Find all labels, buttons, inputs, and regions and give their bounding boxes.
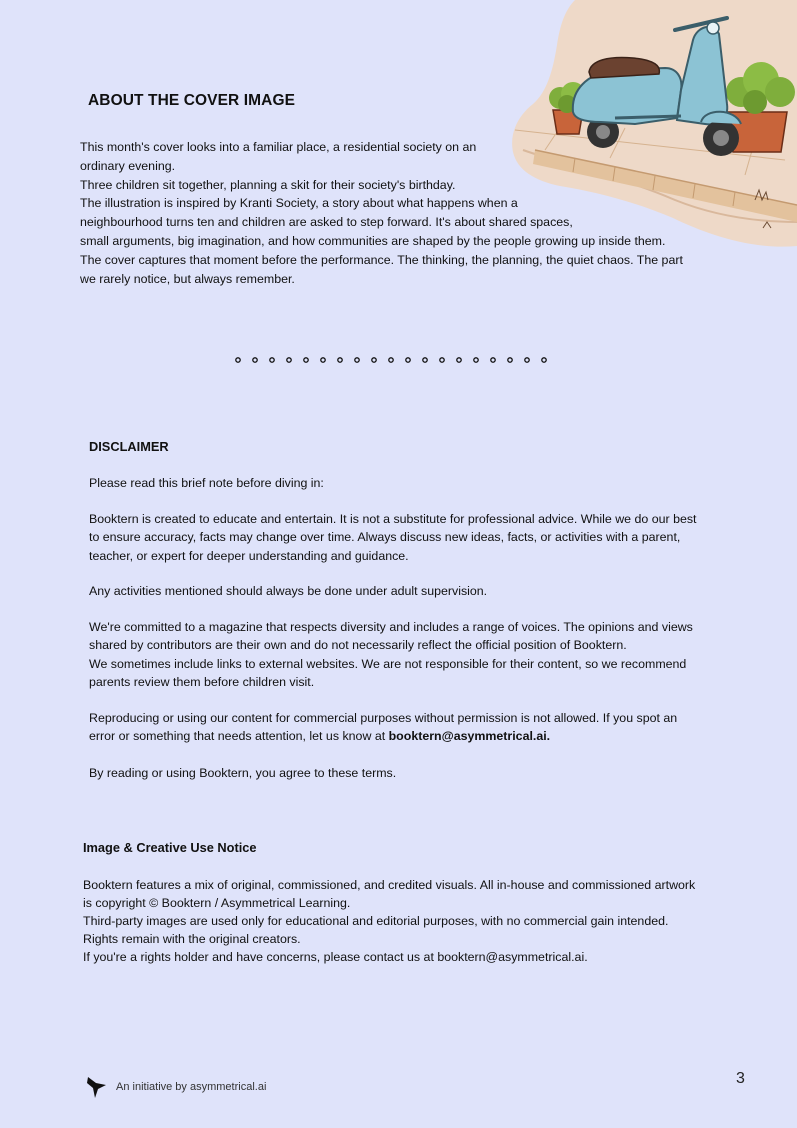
notice-body — [83, 876, 723, 966]
cover-line: Three children sit together, planning a skit for their society's birthday. — [80, 177, 456, 192]
disclaimer-intro-text: Please read this brief note before diving in: — [89, 476, 324, 490]
paragraph-line: shared by contributors are their own and do not necessarily reflect the official position of Booktern. — [89, 638, 627, 653]
cover-line: we rarely notice, but always remember. — [80, 271, 295, 286]
paragraph-line: parents review them before children visit. — [89, 675, 315, 690]
paragraph-line: Reproducing or using our content for commercial purposes without permission is not allowed. If you spot an — [89, 711, 678, 725]
footer — [86, 1075, 266, 1099]
disclaimer-paragraph-2 — [89, 582, 729, 600]
paragraph-line: We sometimes include links to external websites. We are not responsible for their content, so we recommend — [89, 656, 687, 671]
disclaimer-heading: DISCLAIMER — [89, 439, 169, 454]
cover-line: The illustration is inspired by Kranti Society, a story about what happens when a — [80, 196, 518, 211]
disclaimer-paragraph-4 — [89, 709, 729, 746]
contact-email-link[interactable]: booktern@asymmetrical.ai. — [388, 729, 551, 744]
cover-line: This month's cover looks into a familiar place, a residential society on an — [80, 140, 477, 154]
paragraph-line: By reading or using Booktern, you agree to these terms. — [89, 766, 397, 780]
cover-heading: ABOUT THE COVER IMAGE — [88, 92, 296, 109]
cover-line: ordinary evening. — [80, 158, 176, 173]
disclaimer-paragraph-5 — [89, 764, 729, 782]
paragraph-line: Rights remain with the original creators. — [83, 932, 301, 946]
page-number: 3 — [736, 1070, 745, 1087]
disclaimer-intro — [89, 474, 729, 492]
dotted-divider — [233, 354, 563, 366]
paragraph-line: is copyright © Booktern / Asymmetrical Learning. — [83, 896, 351, 910]
notice-heading: Image & Creative Use Notice — [83, 840, 257, 855]
cover-line: small arguments, big imagination, and how communities are shaped by the people growing up inside them. — [80, 233, 666, 248]
disclaimer-paragraph-3 — [89, 618, 729, 692]
notice-section — [83, 839, 723, 857]
disclaimer-section — [89, 438, 729, 456]
paragraph-line: We're committed to a magazine that respects diversity and includes a range of voices. The opinions and views — [89, 620, 693, 634]
initiative-text: An initiative by asymmetrical.ai — [116, 1081, 267, 1093]
bird-logo-icon — [86, 1075, 108, 1099]
paragraph-line: Any activities mentioned should always be done under adult supervision. — [89, 584, 488, 598]
paragraph-line: Third-party images are used only for educational and editorial purposes, with no commercial gain intended. — [83, 914, 669, 928]
cover-line: The cover captures that moment before the performance. The thinking, the planning, the quiet chaos. The part — [80, 252, 683, 267]
paragraph-text: error or something that needs attention, let us know at — [89, 729, 389, 744]
cover-description — [80, 138, 720, 288]
cover-line: neighbourhood turns ten and children are asked to step forward. It's about shared spaces, — [80, 215, 573, 230]
paragraph-line: Booktern features a mix of original, commissioned, and credited visuals. All in-house and commissioned artwork — [83, 878, 696, 892]
paragraph-line: If you're a rights holder and have concerns, please contact us at booktern@asymmetrical.ai. — [83, 950, 588, 964]
disclaimer-paragraph-1 — [89, 510, 729, 565]
paragraph-line — [89, 727, 729, 745]
paragraph-line: teacher, or expert for deeper understanding and guidance. — [89, 548, 409, 563]
paragraph-line: Booktern is created to educate and entertain. It is not a substitute for professional advice. While we do our best — [89, 512, 697, 526]
paragraph-line: to ensure accuracy, facts may change over time. Always discuss new ideas, facts, or activities with a parent, — [89, 530, 681, 545]
